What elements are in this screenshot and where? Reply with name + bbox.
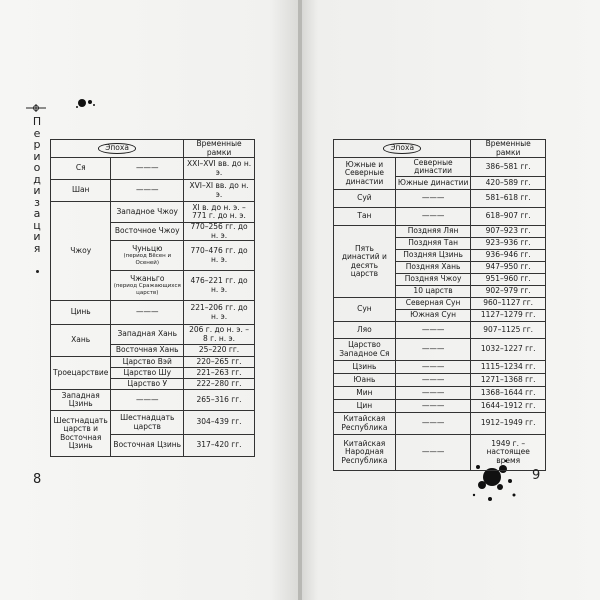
table-row — [334, 158, 546, 177]
table-row — [334, 374, 546, 387]
table-row — [51, 390, 255, 411]
ink-splatter-icon — [75, 96, 97, 110]
table-row — [51, 325, 255, 345]
sub-era-cell: ——— — [111, 180, 184, 202]
time-cell: 265–316 гг. — [184, 390, 255, 411]
time-cell: XVI–XI вв. до н. э. — [184, 180, 255, 202]
time-cell: 476–221 гг. до н. э. — [184, 271, 255, 301]
era-cell: Западная Цзинь — [51, 390, 111, 411]
time-cell: 947–950 гг. — [471, 262, 546, 274]
time-cell: 951–960 гг. — [471, 274, 546, 286]
table-row — [51, 301, 255, 325]
table-row — [334, 322, 546, 339]
sub-era-cell: ——— — [395, 387, 471, 400]
sub-era-cell: Восточная Хань — [111, 345, 184, 357]
era-cell: Юань — [334, 374, 396, 387]
chapter-vertical-label: Периодизация — [32, 115, 42, 255]
era-cell: Южные и Северные династии — [334, 158, 396, 190]
sub-era-cell: Царство Вэй — [111, 357, 184, 368]
time-cell: 1368–1644 гг. — [471, 387, 546, 400]
sub-era-cell: 10 царств — [395, 286, 471, 298]
column-header-time: Временные рамки — [471, 140, 546, 158]
table-row — [334, 435, 546, 471]
time-cell: 1127–1279 гг. — [471, 310, 546, 322]
time-cell: 1115–1234 гг. — [471, 361, 546, 374]
time-cell: 220–265 гг. — [184, 357, 255, 368]
sub-era-note: (период Сражающихся царств) — [113, 283, 181, 296]
era-cell: Шестнадцать царств и Восточная Цзинь — [51, 411, 111, 457]
sub-era-cell: Поздняя Хань — [395, 262, 471, 274]
sub-era-cell: ——— — [395, 435, 471, 471]
table-header-row — [334, 140, 546, 158]
era-cell: Ся — [51, 158, 111, 180]
time-cell: 902–979 гг. — [471, 286, 546, 298]
table-row — [334, 413, 546, 435]
sub-era-cell: Поздняя Лян — [395, 226, 471, 238]
sub-era-cell: Шестнадцать царств — [111, 411, 184, 435]
time-cell: 420–589 гг. — [471, 177, 546, 190]
sub-era-cell: Восточная Цзинь — [111, 435, 184, 457]
time-cell: 221–206 гг. до н. э. — [184, 301, 255, 325]
era-cell: Китайская Республика — [334, 413, 396, 435]
time-cell: 386–581 гг. — [471, 158, 546, 177]
sub-era-cell: Царство Шу — [111, 368, 184, 379]
sub-era-cell: Поздняя Тан — [395, 238, 471, 250]
sub-era-cell: ——— — [111, 158, 184, 180]
sub-era-cell: ——— — [395, 361, 471, 374]
table-row — [51, 357, 255, 368]
time-cell: XI в. до н. э. – 771 г. до н. э. — [184, 202, 255, 223]
sub-era-cell: ——— — [395, 400, 471, 413]
time-cell: 1644–1912 гг. — [471, 400, 546, 413]
sub-era-cell: ——— — [395, 413, 471, 435]
column-header-time: Временные рамки — [184, 140, 255, 158]
era-cell: Сун — [334, 298, 396, 322]
time-cell: 960–1127 гг. — [471, 298, 546, 310]
time-cell: 317–420 гг. — [184, 435, 255, 457]
time-cell: 770–256 гг. до н. э. — [184, 223, 255, 241]
column-header-era: Эпоха — [51, 140, 184, 158]
ornament-icon — [26, 104, 46, 112]
sub-era-cell: ——— — [111, 301, 184, 325]
era-cell: Пять династий и десять царств — [334, 226, 396, 298]
sub-era-name: Чуньцю — [132, 243, 163, 253]
era-cell: Троецарствие — [51, 357, 111, 390]
book-gutter — [298, 0, 302, 600]
table-row — [334, 400, 546, 413]
table-row — [51, 411, 255, 435]
sub-era-cell: ——— — [395, 208, 471, 226]
time-cell: 1032–1227 гг. — [471, 339, 546, 361]
era-cell: Цин — [334, 400, 396, 413]
sub-era-name: Чжаньго — [130, 273, 165, 283]
sub-era-cell: Северная Сун — [395, 298, 471, 310]
table-row — [51, 180, 255, 202]
era-cell: Китайская Народная Республика — [334, 435, 396, 471]
time-cell: 1949 г. – настоящее время — [471, 435, 546, 471]
sub-era-cell: Западная Хань — [111, 325, 184, 345]
sub-era-cell: Западное Чжоу — [111, 202, 184, 223]
era-cell: Шан — [51, 180, 111, 202]
sub-era-cell — [111, 271, 184, 301]
sub-era-cell: ——— — [395, 339, 471, 361]
era-cell: Суй — [334, 190, 396, 208]
era-cell: Тан — [334, 208, 396, 226]
sub-era-cell: Южные династии — [395, 177, 471, 190]
time-cell: 907–923 гг. — [471, 226, 546, 238]
table-row — [51, 158, 255, 180]
time-cell: 770–476 гг. до н. э. — [184, 241, 255, 271]
page-number-right: 9 — [532, 468, 541, 483]
era-cell: Цзинь — [334, 361, 396, 374]
table-header-row — [51, 140, 255, 158]
sub-era-cell — [111, 241, 184, 271]
time-cell: 1912–1949 гг. — [471, 413, 546, 435]
table-row — [334, 298, 546, 310]
time-cell: 618–907 гг. — [471, 208, 546, 226]
sub-era-cell: Царство У — [111, 379, 184, 390]
sub-era-cell: ——— — [395, 374, 471, 387]
table-row — [51, 202, 255, 223]
time-cell: 222–280 гг. — [184, 379, 255, 390]
table-row — [334, 387, 546, 400]
table-row — [334, 361, 546, 374]
sub-era-cell: Поздняя Чжоу — [395, 274, 471, 286]
column-header-era: Эпоха — [334, 140, 471, 158]
era-cell: Ляо — [334, 322, 396, 339]
dot-marker — [36, 270, 39, 273]
table-row — [334, 339, 546, 361]
era-cell: Мин — [334, 387, 396, 400]
sub-era-note: (период Вёсен и Осеней) — [123, 253, 172, 266]
time-cell: 25–220 гг. — [184, 345, 255, 357]
time-cell: 304–439 гг. — [184, 411, 255, 435]
time-cell: 923–936 гг. — [471, 238, 546, 250]
table-row — [334, 226, 546, 238]
sub-era-cell: Южная Сун — [395, 310, 471, 322]
table-row — [334, 190, 546, 208]
sub-era-cell: Восточное Чжоу — [111, 223, 184, 241]
page-number-left: 8 — [33, 472, 42, 487]
time-cell: XXI–XVI вв. до н. э. — [184, 158, 255, 180]
periodization-table-left — [50, 139, 255, 457]
sub-era-cell: Поздняя Цзинь — [395, 250, 471, 262]
periodization-table-right — [333, 139, 546, 471]
era-cell: Чжоу — [51, 202, 111, 301]
era-cell: Цинь — [51, 301, 111, 325]
sub-era-cell: ——— — [395, 190, 471, 208]
table-row — [334, 208, 546, 226]
time-cell: 581–618 гг. — [471, 190, 546, 208]
time-cell: 1271–1368 гг. — [471, 374, 546, 387]
time-cell: 936–946 гг. — [471, 250, 546, 262]
sub-era-cell: ——— — [395, 322, 471, 339]
sub-era-cell: ——— — [111, 390, 184, 411]
time-cell: 907–1125 гг. — [471, 322, 546, 339]
era-cell: Царство Западное Ся — [334, 339, 396, 361]
sub-era-cell: Северные династии — [395, 158, 471, 177]
era-cell: Хань — [51, 325, 111, 357]
time-cell: 221–263 гг. — [184, 368, 255, 379]
time-cell: 206 г. до н. э. – 8 г. н. э. — [184, 325, 255, 345]
